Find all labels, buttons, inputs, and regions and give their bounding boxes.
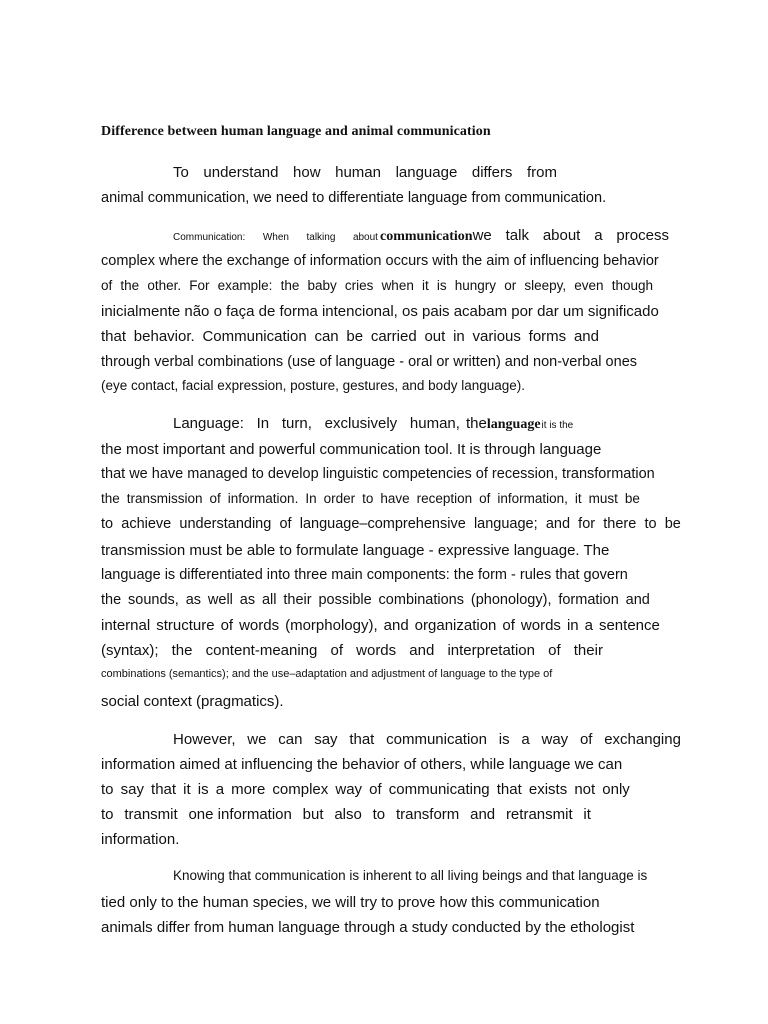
word: and	[625, 592, 650, 608]
word: interpretation	[447, 642, 535, 659]
word: exclusively	[324, 415, 398, 432]
word: and	[470, 806, 496, 823]
p2-line-1-small	[173, 233, 378, 243]
p3-line-3: that we have managed to develop linguistic competencies of recession, transformation	[101, 466, 655, 482]
word: but	[302, 806, 324, 823]
word: to	[101, 806, 114, 823]
p3-line-1-small: it is the	[541, 420, 574, 431]
word: information.	[227, 491, 299, 506]
p2-line-1-rest	[473, 228, 669, 243]
word: and	[409, 642, 435, 659]
word: though	[611, 278, 653, 293]
word: communication	[386, 731, 487, 748]
word: content-meaning	[205, 642, 318, 659]
word: sounds,	[128, 592, 179, 608]
word: Communication:	[173, 232, 246, 243]
p3-line-8	[101, 593, 650, 608]
word: to	[101, 516, 114, 532]
word: possible	[318, 592, 372, 608]
p3-line-10	[101, 643, 603, 658]
word: words	[239, 617, 280, 634]
word: exchanging	[604, 731, 681, 748]
word: about	[542, 227, 581, 244]
word: the	[101, 592, 122, 608]
word: of	[101, 278, 113, 293]
word: baby	[307, 278, 337, 293]
word: the	[101, 491, 120, 506]
p4-line-5: information.	[101, 831, 180, 848]
word: transmit	[124, 806, 178, 823]
word: words	[356, 642, 397, 659]
word: as	[239, 592, 256, 608]
word: their	[573, 642, 603, 659]
word: be	[624, 491, 640, 506]
word: is	[436, 278, 447, 293]
word: in	[566, 617, 579, 634]
p4-line-1	[173, 732, 681, 747]
word: carried	[370, 328, 417, 345]
p2-line-4: inicialmente não o faça de forma intencional, os pais acabam por dar um significado	[101, 303, 659, 320]
word: say	[120, 781, 144, 798]
word: say	[314, 731, 338, 748]
word: well	[207, 592, 233, 608]
p1-line-2: animal communication, we need to differentiate language from communication.	[101, 190, 607, 206]
word: of	[220, 617, 234, 634]
word: way	[541, 731, 569, 748]
word: not	[574, 781, 596, 798]
word: about	[352, 232, 378, 243]
word: is	[197, 781, 209, 798]
p2-line-1	[173, 228, 669, 244]
word: it	[583, 806, 591, 823]
word: must	[588, 491, 618, 506]
p2-line-3	[101, 279, 653, 293]
word: sleepy,	[524, 278, 567, 293]
word: transform	[395, 806, 460, 823]
word: have	[380, 491, 410, 506]
word: that	[151, 781, 177, 798]
word: of	[209, 491, 221, 506]
p3-line-1	[173, 416, 593, 432]
word: we	[472, 227, 492, 244]
word: can	[278, 731, 303, 748]
word: words	[520, 617, 561, 634]
word: to	[362, 491, 374, 506]
word: to	[372, 806, 386, 823]
word: of	[369, 781, 382, 798]
word: transmission	[126, 491, 203, 506]
word: internal	[101, 617, 151, 634]
word: achieve	[121, 516, 172, 532]
word: Communication	[202, 328, 307, 345]
word: However,	[173, 731, 236, 748]
word: or	[504, 278, 517, 293]
word: it	[421, 278, 429, 293]
word: In	[305, 491, 317, 506]
document-title: Difference between human language and animal communication	[101, 124, 491, 139]
word: structure	[156, 617, 215, 634]
word: of	[479, 491, 491, 506]
p3-line-9	[101, 618, 660, 633]
word: as	[185, 592, 202, 608]
word: When	[262, 232, 289, 243]
word: process	[616, 227, 669, 244]
word: it	[183, 781, 191, 798]
word: human,	[409, 415, 460, 432]
p3-line-12: social context (pragmatics).	[101, 693, 284, 710]
word: the	[280, 278, 300, 293]
p2-line-7: (eye contact, facial expression, posture, gestures, and body language).	[101, 378, 526, 393]
word: the	[120, 278, 140, 293]
p2-line-1-bold: communication	[380, 229, 473, 244]
word: Language:	[173, 415, 244, 432]
p3-line-7: language is differentiated into three main components: the form - rules that govern	[101, 567, 628, 583]
word: of	[548, 642, 561, 659]
p5-line-2: tied only to the human species, we will try to prove how this communication	[101, 894, 600, 911]
word: behavior.	[133, 328, 195, 345]
word: and	[383, 617, 409, 634]
word: exists	[528, 781, 568, 798]
word: and	[545, 516, 571, 532]
word: complex	[272, 781, 329, 798]
p3-line-11: combinations (semantics); and the use–adaptation and adjustment of language to the type of	[101, 668, 553, 680]
word: can	[314, 328, 339, 345]
p4-line-4	[101, 807, 591, 822]
word: forms	[528, 328, 567, 345]
word: the	[171, 642, 193, 659]
word: for	[578, 516, 596, 532]
word: from	[527, 164, 557, 181]
word: organization	[414, 617, 497, 634]
word: cries	[344, 278, 374, 293]
word: language	[395, 164, 458, 181]
word: reception	[416, 491, 473, 506]
word: a	[594, 227, 603, 244]
word: and	[573, 328, 599, 345]
word: even	[574, 278, 604, 293]
word: combinations	[378, 592, 464, 608]
word: their	[283, 592, 312, 608]
word: also	[334, 806, 362, 823]
word: understand	[203, 164, 279, 181]
p3-line-1-the: the	[466, 415, 487, 432]
p1-line-1	[173, 165, 557, 180]
word: way	[335, 781, 363, 798]
word: that	[349, 731, 375, 748]
word: order	[323, 491, 356, 506]
word: in	[453, 328, 465, 345]
p3-line-1-words	[173, 416, 460, 431]
word: of	[579, 731, 593, 748]
word: of	[330, 642, 344, 659]
word: For	[189, 278, 210, 293]
word: we	[247, 731, 267, 748]
p2-line-5	[101, 329, 599, 344]
p2-line-6: through verbal combinations (use of language - oral or written) and non-verbal ones	[101, 354, 638, 370]
p4-line-3	[101, 782, 630, 797]
word: talking	[306, 232, 336, 243]
word: (syntax);	[101, 642, 159, 659]
word: a	[584, 617, 593, 634]
word: more	[231, 781, 266, 798]
word: In	[256, 415, 270, 432]
word: hungry	[454, 278, 497, 293]
word: all	[261, 592, 277, 608]
word: differs	[471, 164, 513, 181]
word: that	[101, 328, 127, 345]
word: a	[215, 781, 225, 798]
word: human	[335, 164, 381, 181]
word: to	[644, 516, 657, 532]
word: out	[424, 328, 446, 345]
word: turn,	[281, 415, 312, 432]
word: it	[574, 491, 582, 506]
p3-line-2: the most important and powerful communication tool. It is through language	[101, 441, 602, 458]
word: understanding	[179, 516, 272, 532]
word: of	[279, 516, 292, 532]
word: (phonology),	[470, 592, 552, 608]
word: language;	[473, 516, 538, 532]
p3-line-1-bold: language	[486, 417, 541, 432]
word: other.	[147, 278, 182, 293]
word: of	[502, 617, 515, 634]
p5-line-1: Knowing that communication is inherent to all living beings and that language is	[173, 868, 648, 883]
word: is	[498, 731, 510, 748]
word: be	[664, 516, 681, 532]
word: there	[603, 516, 637, 532]
word: communicating	[388, 781, 490, 798]
word: to	[101, 781, 114, 798]
p3-line-6: transmission must be able to formulate language - expressive language. The	[101, 542, 610, 559]
p5-line-3: animals differ from human language through a study conducted by the ethologist	[101, 919, 635, 936]
word: a	[521, 731, 530, 748]
word: example:	[217, 278, 273, 293]
word: (morphology),	[285, 617, 378, 634]
word: language–comprehensive	[299, 516, 466, 532]
word: retransmit	[505, 806, 573, 823]
word: how	[293, 164, 321, 181]
word: talk	[505, 227, 529, 244]
word: that	[496, 781, 522, 798]
word: To	[173, 164, 189, 181]
word: information,	[497, 491, 568, 506]
word: formation	[558, 592, 619, 608]
p4-line-2: information aimed at influencing the behavior of others, while language we can	[101, 756, 623, 773]
word: be	[346, 328, 364, 345]
p3-line-4	[101, 492, 640, 506]
p2-line-2: complex where the exchange of information occurs with the aim of influencing behavior	[101, 253, 659, 269]
word: sentence	[598, 617, 660, 634]
word: when	[381, 278, 414, 293]
p3-line-5	[101, 517, 681, 532]
word: only	[602, 781, 630, 798]
word: various	[472, 328, 521, 345]
word: one information	[188, 806, 292, 823]
